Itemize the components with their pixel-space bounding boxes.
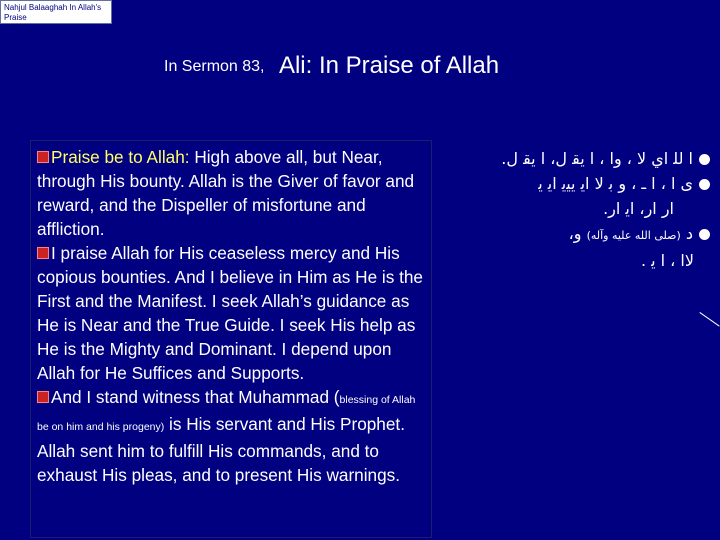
- arabic-line-5: [440, 248, 712, 273]
- arabic-line-1: [440, 146, 712, 171]
- para1-text: High above all, but Near, through His bounty. Allah is the Giver of favor and reward, and the Dispeller of misfortune and affliction.: [37, 147, 415, 239]
- corner-tag: Nahjul Balaaghah In Allah's Praise: [0, 0, 112, 24]
- para1-highlight: Praise be to Allah:: [51, 147, 190, 167]
- arabic-line-2: [440, 171, 712, 196]
- title-main: Ali: In Praise of Allah: [278, 52, 500, 79]
- arabic-text-block: [440, 146, 712, 273]
- arabic-line-4b: ﻭ،: [568, 224, 582, 243]
- arabic-line-1-text: ا ﻟﻠ ﺍﻱ ﻻ ، ﻭﺍ ، ﺍ ﻳﻘ ﻝ، ﺍ ﻳﻘ ﻝ.: [501, 149, 693, 168]
- arabic-line-4: [440, 221, 712, 248]
- english-text-box: [30, 140, 432, 538]
- arabic-line-2-text: ﻯ ﺍ ، ﺍ ـ ، ﻭ ﺑ ﻻ ﺍﻳ ﻳﻴﻳ ﺍﻳ ﻳ: [538, 174, 693, 193]
- square-bullet-icon: [37, 247, 49, 259]
- square-bullet-icon: [37, 151, 49, 163]
- paragraph-3: [37, 385, 429, 487]
- square-bullet-icon: [37, 391, 49, 403]
- arabic-line-3-text: ﺍﺭ ﺍﺭ، ﺍﻳ ﺍﺭ.: [603, 199, 674, 218]
- para3-start: And I stand witness that Muhammad (: [51, 387, 340, 407]
- arabic-line-5-text: ﻻﺍ ، ﺍ ﻳ .: [640, 251, 694, 270]
- round-bullet-icon: [699, 179, 710, 190]
- para2-text: I praise Allah for His ceaseless mercy and His copious bounties. And I believe in Him as He is the First and the Manifest. I seek Allah’s guidance as He is Near and the True Guide. I seek His help as He is the Mighty and Dominant. I depend upon Allah for He Suffices and Supports.: [37, 243, 423, 383]
- decorative-slash: [699, 312, 719, 327]
- paragraph-2: [37, 241, 429, 385]
- paragraph-1: [37, 145, 429, 241]
- arabic-line-3: [440, 196, 712, 221]
- para3-blessing: blessing of Allah be on him and his progeny): [37, 394, 416, 433]
- arabic-line-4a: ﺩ: [685, 224, 693, 243]
- round-bullet-icon: [699, 154, 710, 165]
- para3-rest: is His servant and His Prophet. Allah sent him to fulfill His commands, and to exhaust His pleas, and to present His warnings.: [37, 414, 405, 485]
- slide-title: [164, 52, 499, 80]
- round-bullet-icon: [699, 229, 710, 240]
- arabic-blessing: (ﺻﻠﻰ ﺍﻟﻠﻪ ﻋﻠﻴﻪ ﻭﺁﻟﻪ): [586, 229, 681, 242]
- title-prefix: In Sermon 83,: [164, 58, 265, 75]
